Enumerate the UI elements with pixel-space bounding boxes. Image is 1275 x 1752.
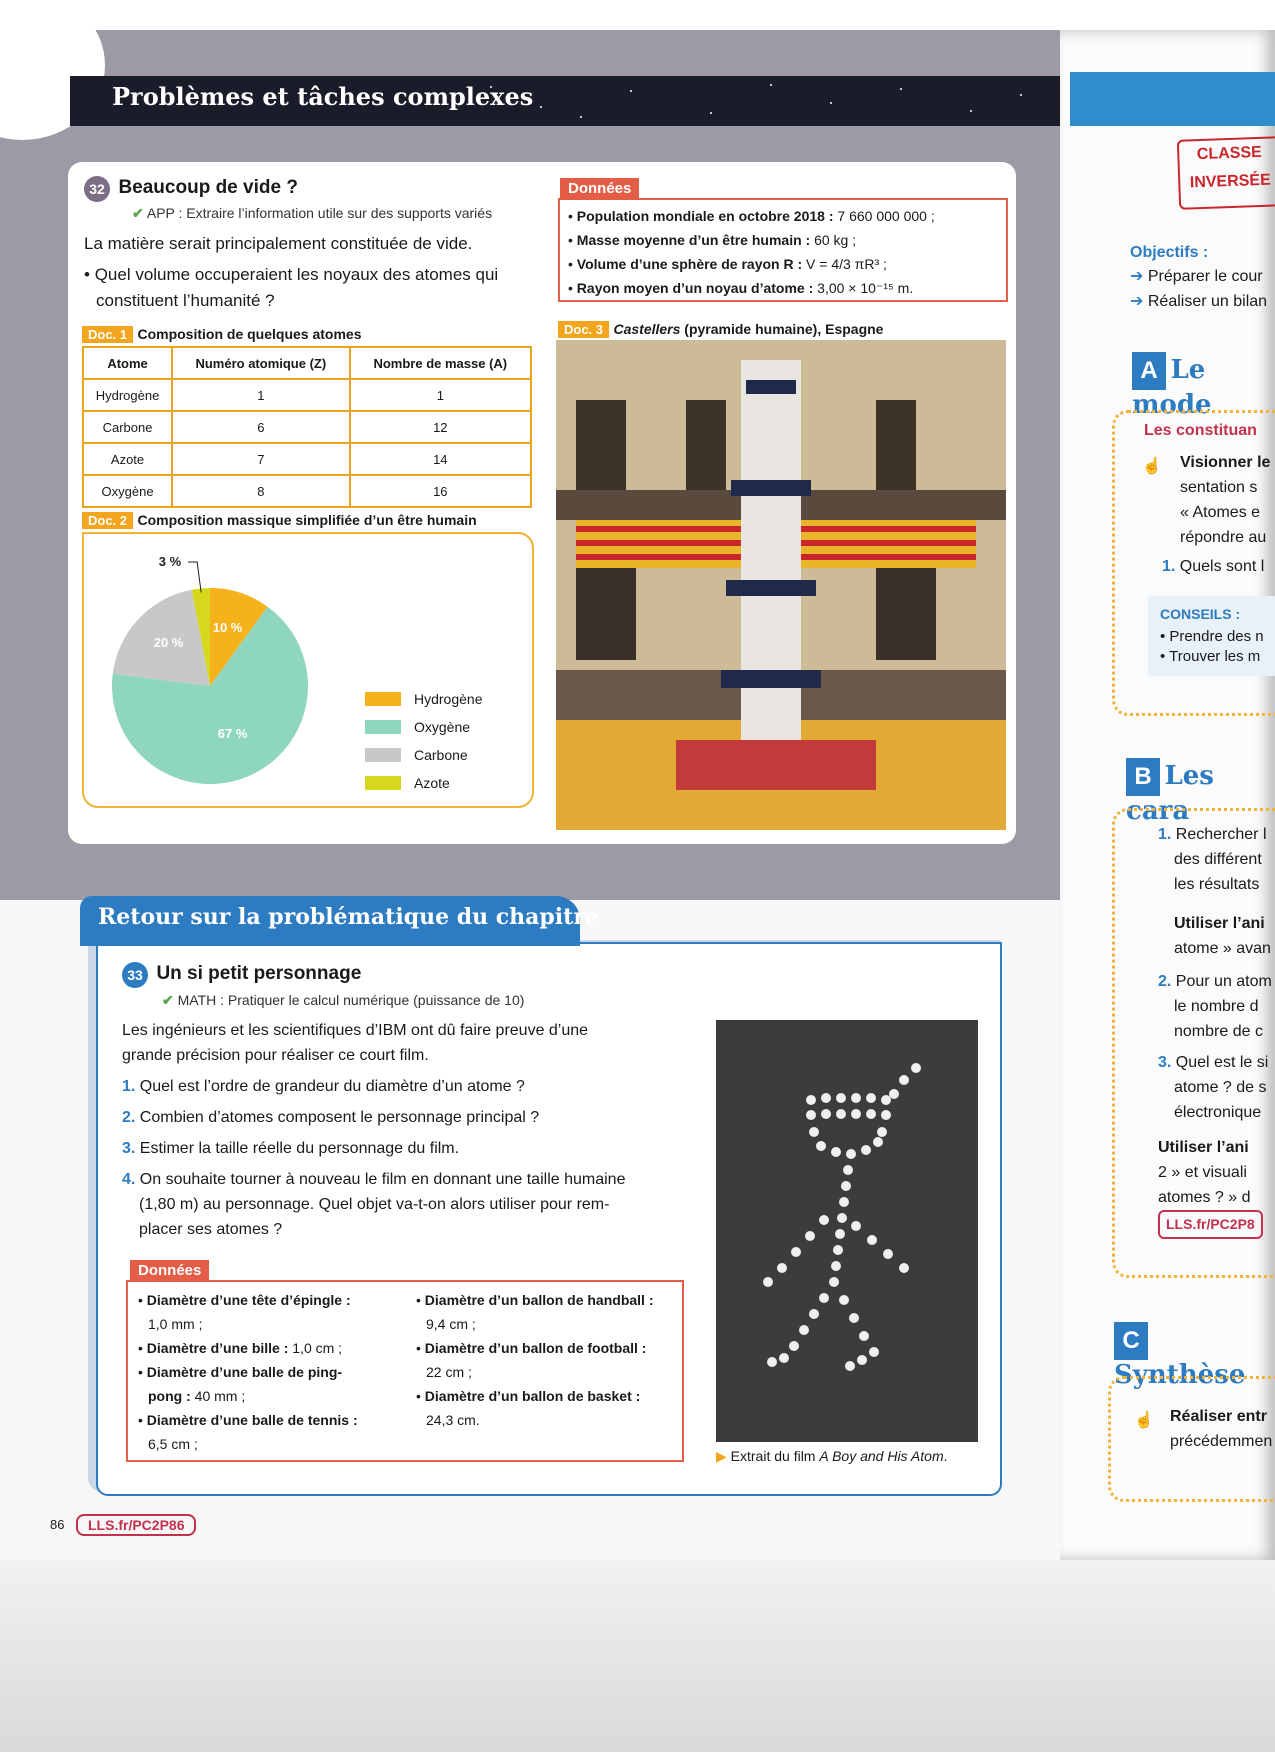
- donnee-label: Diamètre d’un ballon de handball :: [424, 1292, 654, 1308]
- question-3: [122, 1136, 459, 1161]
- section-title: Retour sur la problématique du chapitre: [98, 904, 599, 930]
- castellers-illustration: [556, 340, 1006, 830]
- pie-chart: [82, 532, 530, 804]
- pie-value-label: 3 %: [158, 554, 182, 569]
- instruction-line: Visionner le: [1180, 454, 1271, 471]
- table-row: [83, 443, 531, 475]
- donnee-value: 60 kg ;: [810, 232, 857, 248]
- table-cell: 1: [350, 379, 531, 411]
- check-icon: ✔: [162, 992, 174, 1008]
- donnee-value: 1,0 mm ;: [148, 1316, 203, 1332]
- question-text: le nombre d: [1174, 998, 1259, 1015]
- section-letter: B: [1126, 758, 1160, 796]
- section-letter: A: [1132, 352, 1166, 390]
- donnee-label: Diamètre d’une bille :: [146, 1340, 289, 1356]
- question-number: 3.: [122, 1140, 136, 1157]
- section-title: Les cara: [1126, 761, 1214, 826]
- donnee-label: Diamètre d’une tête d’épingle :: [146, 1292, 351, 1308]
- conseils-heading: CONSEILS :: [1160, 606, 1241, 622]
- legend-swatch-azote: [365, 776, 401, 790]
- doc-title: Composition massique simplifiée d’un être humain: [137, 512, 477, 528]
- table-row: [83, 411, 531, 443]
- column-header: Atome: [83, 347, 172, 379]
- page-title: Problèmes et tâches complexes: [112, 82, 534, 111]
- doc2-heading: [82, 512, 477, 530]
- objectif-text: Réaliser un bilan: [1147, 293, 1268, 310]
- donnee-label: Volume d’une sphère de rayon R :: [576, 256, 803, 272]
- doc1-heading: [82, 326, 362, 344]
- donnee-label: Masse moyenne d’un être humain :: [576, 232, 811, 248]
- page-top-margin: [0, 0, 1275, 30]
- column-header: Nombre de masse (A): [350, 347, 531, 379]
- skill-line: [132, 205, 492, 222]
- question-text: Pour un atom: [1175, 973, 1272, 990]
- legend-label: Carbone: [414, 747, 468, 763]
- conseil-text: Prendre des n: [1169, 628, 1264, 645]
- question-line-1: Quel volume occuperaient les noyaux des atomes qui: [94, 265, 499, 284]
- pie-value-label: 10 %: [212, 619, 243, 635]
- stamp-line-1: CLASSE: [1196, 143, 1263, 164]
- question-text: électronique: [1174, 1104, 1262, 1121]
- table-cell: 12: [350, 411, 531, 443]
- table-cell: 8: [172, 475, 350, 507]
- legend-swatch-oxygene: [365, 720, 401, 734]
- doc-label: Doc. 3: [558, 321, 609, 338]
- page-bottom-margin: [0, 1560, 1275, 1752]
- donnee-value: 7 660 000 000 ;: [833, 208, 935, 224]
- hand-pointer-icon: ☝: [1142, 458, 1162, 475]
- donnees-tag: Données: [560, 178, 639, 199]
- classe-inversee-stamp: [1177, 136, 1275, 210]
- column-header: Numéro atomique (Z): [172, 347, 350, 379]
- donnee-value: 24,3 cm.: [426, 1412, 480, 1428]
- exercise-question: [84, 261, 498, 289]
- exercise-intro: La matière serait principalement constituée de vide.: [84, 234, 473, 253]
- check-icon: ✔: [132, 205, 144, 221]
- table-row: [83, 379, 531, 411]
- question-line-2: constituent l’humanité ?: [96, 291, 275, 310]
- donnee-value: 40 mm ;: [194, 1388, 246, 1404]
- intro-line-2: grande précision pour réaliser ce court film.: [122, 1047, 429, 1064]
- caption-suffix: .: [943, 1448, 948, 1464]
- pie-leader-line: [188, 562, 201, 592]
- exercise-33-heading: [122, 962, 361, 988]
- skill-line: [162, 992, 524, 1009]
- doc-title-italic: Castellers: [613, 321, 681, 337]
- section-b-content: [1158, 822, 1272, 1239]
- instruction-line: 2 » et visuali: [1158, 1164, 1247, 1181]
- doc-title: Composition de quelques atomes: [137, 326, 362, 342]
- question-text: Estimer la taille réelle du personnage du film.: [139, 1140, 460, 1157]
- instruction-block: [1144, 450, 1270, 579]
- legend-label: Oxygène: [414, 719, 471, 735]
- question-text: nombre de c: [1174, 1023, 1263, 1040]
- question-number: 1.: [122, 1078, 136, 1095]
- donnee-value: 6,5 cm ;: [148, 1436, 198, 1452]
- right-page-banner: [1070, 72, 1275, 126]
- instruction-line: atome » avan: [1174, 940, 1271, 957]
- doc3-heading: [558, 321, 883, 339]
- section-title: Le mode: [1132, 355, 1212, 420]
- question-text: Rechercher l: [1175, 826, 1267, 843]
- objectif-1: [1130, 264, 1263, 289]
- question-text: des différent: [1174, 851, 1262, 868]
- atom-stick-figure: [716, 1020, 978, 1442]
- question-4-line-2: (1,80 m) au personnage. Quel objet va-t-on alors utiliser pour rem-: [139, 1196, 610, 1213]
- pie-value-label: 67 %: [217, 726, 248, 742]
- instruction-line: atomes ? » d: [1158, 1189, 1251, 1206]
- arrow-icon: ➔: [1130, 268, 1144, 285]
- caption-prefix: Extrait du film: [730, 1448, 820, 1464]
- question-number: 2.: [1158, 973, 1172, 990]
- section-title: Synthèse: [1114, 1360, 1246, 1390]
- legend-swatch-carbone: [365, 748, 401, 762]
- exercise-title: Beaucoup de vide ?: [118, 177, 298, 199]
- doc-label: Doc. 1: [82, 326, 133, 343]
- table-row: [83, 475, 531, 507]
- question-2: [122, 1105, 539, 1130]
- donnee-item: • Masse moyenne d’un être humain : 60 kg ;: [568, 232, 857, 248]
- donnees-left-column: • Diamètre d’une tête d’épingle : 1,0 mm ; • Diamètre d’une bille : 1,0 cm ; • Diamètre d’une balle de ping- pong : 40 mm ; • Diamètre d’une balle de tennis : 6,5 cm ;: [138, 1288, 388, 1456]
- objectifs-heading: Objectifs :: [1130, 244, 1209, 261]
- hand-pointer-icon: ☝: [1134, 1412, 1154, 1429]
- exercise-number-badge: 32: [84, 176, 110, 202]
- table-cell: Oxygène: [83, 475, 172, 507]
- donnee-label: Diamètre d’une balle de ping-: [146, 1364, 343, 1380]
- intro-line-1: Les ingénieurs et les scientifiques d’IBM ont dû faire preuve d’une: [122, 1022, 589, 1039]
- table-cell: 6: [172, 411, 350, 443]
- donnee-item: • Rayon moyen d’un noyau d’atome : 3,00 × 10⁻¹⁵ m.: [568, 280, 914, 296]
- instruction-line: sentation s: [1180, 479, 1258, 496]
- atoms-table: [82, 346, 532, 508]
- question-4-line-3: placer ses atomes ?: [139, 1221, 283, 1238]
- section-c-content: [1134, 1404, 1272, 1454]
- donnee-label: Population mondiale en octobre 2018 :: [576, 208, 834, 224]
- page-number: 86: [50, 1517, 65, 1532]
- question-number: 2.: [122, 1109, 136, 1126]
- question-text: Combien d’atomes composent le personnage principal ?: [139, 1109, 540, 1126]
- donnee-item: • Volume d’une sphère de rayon R : V = 4/3 πR³ ;: [568, 256, 887, 272]
- table-cell: 7: [172, 443, 350, 475]
- donnee-label: Diamètre d’un ballon de football :: [424, 1340, 647, 1356]
- instruction-line: Utiliser l’ani: [1158, 1139, 1249, 1156]
- exercise-32-heading: [84, 176, 298, 202]
- question-number: 1.: [1158, 826, 1172, 843]
- donnee-value: 1,0 cm ;: [292, 1340, 343, 1356]
- donnee-label: Rayon moyen d’un noyau d’atome :: [576, 280, 814, 296]
- donnee-value: 22 cm ;: [426, 1364, 472, 1380]
- resource-link[interactable]: LLS.fr/PC2P8: [1158, 1210, 1263, 1239]
- donnee-value: 3,00 × 10⁻¹⁵ m.: [813, 280, 914, 296]
- conseil-item: • Prendre des n: [1160, 628, 1264, 645]
- table-header-row: [83, 347, 531, 379]
- conseil-item: • Trouver les m: [1160, 648, 1261, 665]
- subsection-title: Les constituan: [1144, 422, 1257, 439]
- table-cell: Carbone: [83, 411, 172, 443]
- question-text: Quels sont l: [1179, 558, 1265, 575]
- atom-boy-image: [716, 1020, 978, 1442]
- instruction-line: « Atomes e: [1180, 504, 1261, 521]
- donnee-value: 9,4 cm ;: [426, 1316, 476, 1332]
- conseil-text: Trouver les m: [1169, 648, 1261, 665]
- section-letter: C: [1114, 1322, 1148, 1360]
- doc-label: Doc. 2: [82, 512, 133, 529]
- instruction-line: Utiliser l’ani: [1174, 915, 1265, 932]
- donnee-label: Diamètre d’un ballon de basket :: [424, 1388, 641, 1404]
- legend-swatch-hydrogene: [365, 692, 401, 706]
- objectif-text: Préparer le cour: [1147, 268, 1263, 285]
- table-cell: 14: [350, 443, 531, 475]
- question-number: 1.: [1162, 558, 1176, 575]
- arrow-icon: ➔: [1130, 293, 1144, 310]
- caption-film-title: A Boy and His Atom: [819, 1448, 944, 1464]
- question-text: On souhaite tourner à nouveau le film en donnant une taille humaine: [139, 1171, 626, 1188]
- page-link[interactable]: LLS.fr/PC2P86: [76, 1514, 196, 1536]
- question-1: [122, 1074, 525, 1099]
- exercise-title: Un si petit personnage: [156, 963, 362, 985]
- question-text: les résultats: [1174, 876, 1260, 893]
- question-text: Quel est l’ordre de grandeur du diamètre d’un atome ?: [139, 1078, 525, 1095]
- table-cell: 1: [172, 379, 350, 411]
- donnees-right-column: • Diamètre d’un ballon de handball : 9,4 cm ; • Diamètre d’un ballon de football : 22 cm ; • Diamètre d’un ballon de basket : 24,3 cm.: [416, 1288, 676, 1432]
- question-number: 4.: [122, 1171, 136, 1188]
- instruction-line: Réaliser entr: [1170, 1408, 1267, 1425]
- legend-label: Hydrogène: [414, 691, 483, 707]
- image-caption: [716, 1448, 948, 1465]
- question-4: [122, 1167, 625, 1192]
- table-cell: 16: [350, 475, 531, 507]
- instruction-line: répondre au: [1180, 529, 1267, 546]
- donnee-label: pong :: [148, 1388, 191, 1404]
- pie-value-label: 20 %: [153, 635, 184, 651]
- donnee-item: • Population mondiale en octobre 2018 : 7 660 000 000 ;: [568, 208, 935, 224]
- donnee-label: Diamètre d’une balle de tennis :: [146, 1412, 358, 1428]
- bullet: •: [84, 265, 90, 284]
- table-cell: Azote: [83, 443, 172, 475]
- legend-label: Azote: [414, 775, 450, 791]
- skill-text: MATH : Pratiquer le calcul numérique (puissance de 10): [177, 992, 525, 1008]
- question-text: atome ? de s: [1174, 1079, 1267, 1096]
- question-text: Quel est le si: [1175, 1054, 1269, 1071]
- stamp-line-2: INVERSÉE: [1189, 171, 1272, 192]
- caption-marker-icon: ▶: [716, 1448, 727, 1464]
- table-cell: Hydrogène: [83, 379, 172, 411]
- question-number: 3.: [1158, 1054, 1172, 1071]
- castellers-photo: [556, 340, 1006, 830]
- donnees-tag: Données: [130, 1260, 209, 1281]
- skill-text: APP : Extraire l’information utile sur des supports variés: [146, 205, 493, 221]
- objectif-2: [1130, 289, 1267, 314]
- donnee-value: V = 4/3 πR³ ;: [802, 256, 887, 272]
- instruction-line: précédemmen: [1170, 1433, 1273, 1450]
- exercise-number-badge: 33: [122, 962, 148, 988]
- doc-title: (pyramide humaine), Espagne: [680, 321, 884, 337]
